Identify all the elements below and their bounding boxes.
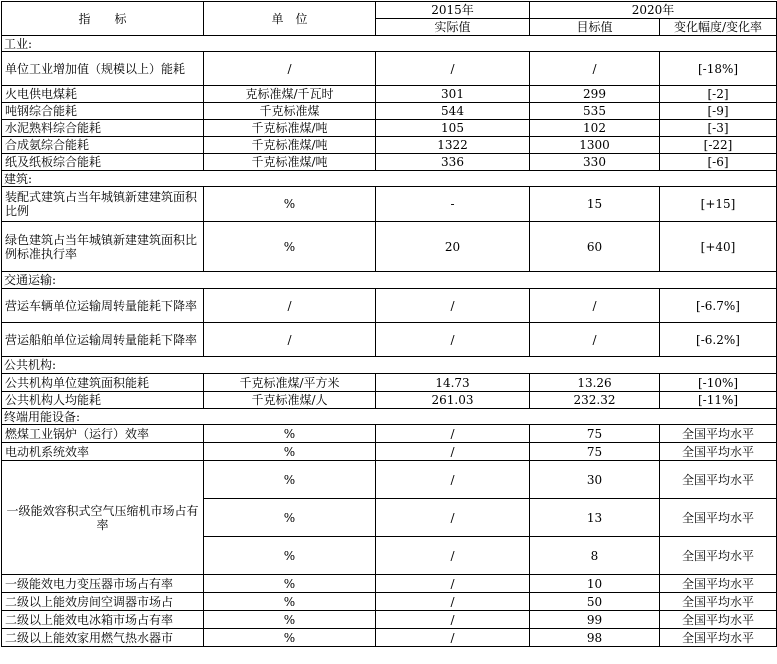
row-target: 50 [530, 593, 660, 611]
table-row [2, 86, 777, 103]
header-target: 目标值 [530, 19, 660, 36]
table-row [2, 392, 777, 409]
row-actual: / [376, 611, 530, 629]
row-change: 全国平均水平 [660, 537, 777, 575]
row-actual: 20 [376, 222, 530, 272]
table-row [2, 461, 777, 499]
row-name: 一级能效容积式空气压缩机市场占有率 [2, 461, 204, 575]
header-unit: 单 位 [204, 2, 376, 36]
row-actual: 301 [376, 86, 530, 103]
row-actual: / [376, 52, 530, 86]
section-row [2, 357, 777, 374]
row-change: [-9] [660, 103, 777, 120]
row-target: 15 [530, 187, 660, 222]
header-row-1 [2, 2, 777, 19]
row-unit: 千克标准煤/吨 [204, 154, 376, 171]
row-change: 全国平均水平 [660, 499, 777, 537]
row-actual: 544 [376, 103, 530, 120]
row-unit: % [204, 499, 376, 537]
row-target: 75 [530, 443, 660, 461]
row-change: [-22] [660, 137, 777, 154]
header-indicator: 指 标 [2, 2, 204, 36]
table-row [2, 52, 777, 86]
row-change: 全国平均水平 [660, 461, 777, 499]
table-row [2, 425, 777, 443]
header-change: 变化幅度/变化率 [660, 19, 777, 36]
row-target: 13.26 [530, 374, 660, 392]
row-name: 二级以上能效房间空调器市场占 [2, 593, 204, 611]
row-actual: / [376, 323, 530, 357]
row-target: 99 [530, 611, 660, 629]
row-name: 营运船舶单位运输周转量能耗下降率 [2, 323, 204, 357]
row-unit: 克标准煤/千瓦时 [204, 86, 376, 103]
row-target: 232.32 [530, 392, 660, 409]
row-unit: % [204, 611, 376, 629]
row-change: 全国平均水平 [660, 593, 777, 611]
table-row [2, 443, 777, 461]
section-row [2, 171, 777, 187]
row-name: 二级以上能效家用燃气热水器市 [2, 629, 204, 647]
row-name: 火电供电煤耗 [2, 86, 204, 103]
row-change: [-10%] [660, 374, 777, 392]
table-row [2, 374, 777, 392]
row-actual: 336 [376, 154, 530, 171]
row-name: 绿色建筑占当年城镇新建建筑面积比例标准执行率 [2, 222, 204, 272]
row-target: 330 [530, 154, 660, 171]
row-target: / [530, 52, 660, 86]
section-row [2, 272, 777, 289]
row-unit: 千克标准煤/人 [204, 392, 376, 409]
section-transport: 交通运输: [2, 272, 777, 289]
table-row [2, 103, 777, 120]
row-actual: / [376, 425, 530, 443]
section-building: 建筑: [2, 171, 777, 187]
table-row [2, 222, 777, 272]
row-change: [-6] [660, 154, 777, 171]
row-name: 燃煤工业锅炉（运行）效率 [2, 425, 204, 443]
row-actual: / [376, 499, 530, 537]
row-unit: / [204, 323, 376, 357]
table-row [2, 187, 777, 222]
row-name: 一级能效电力变压器市场占有率 [2, 575, 204, 593]
header-actual: 实际值 [376, 19, 530, 36]
row-unit: 千克标准煤/平方米 [204, 374, 376, 392]
row-target: 8 [530, 537, 660, 575]
row-target: / [530, 323, 660, 357]
row-change: [-2] [660, 86, 777, 103]
table-row [2, 593, 777, 611]
row-change: [+15] [660, 187, 777, 222]
row-target: 535 [530, 103, 660, 120]
row-target: 60 [530, 222, 660, 272]
table-row [2, 575, 777, 593]
row-target: / [530, 289, 660, 323]
row-actual: / [376, 461, 530, 499]
row-target: 1300 [530, 137, 660, 154]
row-target: 102 [530, 120, 660, 137]
row-actual: / [376, 629, 530, 647]
row-actual: 14.73 [376, 374, 530, 392]
row-unit: % [204, 443, 376, 461]
row-change: [-6.7%] [660, 289, 777, 323]
row-name: 电动机系统效率 [2, 443, 204, 461]
row-change: 全国平均水平 [660, 611, 777, 629]
row-unit: 千克标准煤 [204, 103, 376, 120]
row-name: 水泥熟料综合能耗 [2, 120, 204, 137]
row-unit: 千克标准煤/吨 [204, 120, 376, 137]
row-change: 全国平均水平 [660, 629, 777, 647]
row-name: 公共机构单位建筑面积能耗 [2, 374, 204, 392]
row-target: 98 [530, 629, 660, 647]
row-name: 公共机构人均能耗 [2, 392, 204, 409]
row-target: 10 [530, 575, 660, 593]
row-unit: / [204, 289, 376, 323]
section-industry: 工业: [2, 36, 777, 52]
row-target: 299 [530, 86, 660, 103]
table-row [2, 137, 777, 154]
header-year-2015: 2015年 [376, 2, 530, 19]
row-actual: - [376, 187, 530, 222]
row-change: 全国平均水平 [660, 425, 777, 443]
row-unit: / [204, 52, 376, 86]
header-year-2020: 2020年 [530, 2, 777, 19]
row-name: 纸及纸板综合能耗 [2, 154, 204, 171]
row-unit: % [204, 575, 376, 593]
row-name: 单位工业增加值（规模以上）能耗 [2, 52, 204, 86]
row-change: [+40] [660, 222, 777, 272]
table-row [2, 120, 777, 137]
table-row [2, 611, 777, 629]
row-change: [-11%] [660, 392, 777, 409]
row-change: [-18%] [660, 52, 777, 86]
row-unit: % [204, 629, 376, 647]
row-actual: / [376, 593, 530, 611]
row-unit: % [204, 537, 376, 575]
row-unit: 千克标准煤/吨 [204, 137, 376, 154]
section-row [2, 36, 777, 52]
row-target: 30 [530, 461, 660, 499]
row-unit: % [204, 222, 376, 272]
row-actual: / [376, 289, 530, 323]
row-unit: % [204, 593, 376, 611]
section-row [2, 409, 777, 425]
row-actual: 1322 [376, 137, 530, 154]
row-unit: % [204, 187, 376, 222]
row-actual: / [376, 443, 530, 461]
row-name: 吨钢综合能耗 [2, 103, 204, 120]
row-target: 13 [530, 499, 660, 537]
row-name: 二级以上能效电冰箱市场占有率 [2, 611, 204, 629]
table-row [2, 154, 777, 171]
energy-indicator-table [1, 1, 777, 647]
row-name: 装配式建筑占当年城镇新建建筑面积比例 [2, 187, 204, 222]
table-row [2, 629, 777, 647]
row-actual: / [376, 575, 530, 593]
row-target: 75 [530, 425, 660, 443]
row-name: 营运车辆单位运输周转量能耗下降率 [2, 289, 204, 323]
row-unit: % [204, 461, 376, 499]
table-row [2, 289, 777, 323]
row-actual: / [376, 537, 530, 575]
row-change: 全国平均水平 [660, 443, 777, 461]
row-unit: % [204, 425, 376, 443]
row-change: 全国平均水平 [660, 575, 777, 593]
section-public: 公共机构: [2, 357, 777, 374]
row-change: [-6.2%] [660, 323, 777, 357]
section-equipment: 终端用能设备: [2, 409, 777, 425]
row-name: 合成氨综合能耗 [2, 137, 204, 154]
row-actual: 261.03 [376, 392, 530, 409]
row-change: [-3] [660, 120, 777, 137]
row-actual: 105 [376, 120, 530, 137]
table-row [2, 323, 777, 357]
